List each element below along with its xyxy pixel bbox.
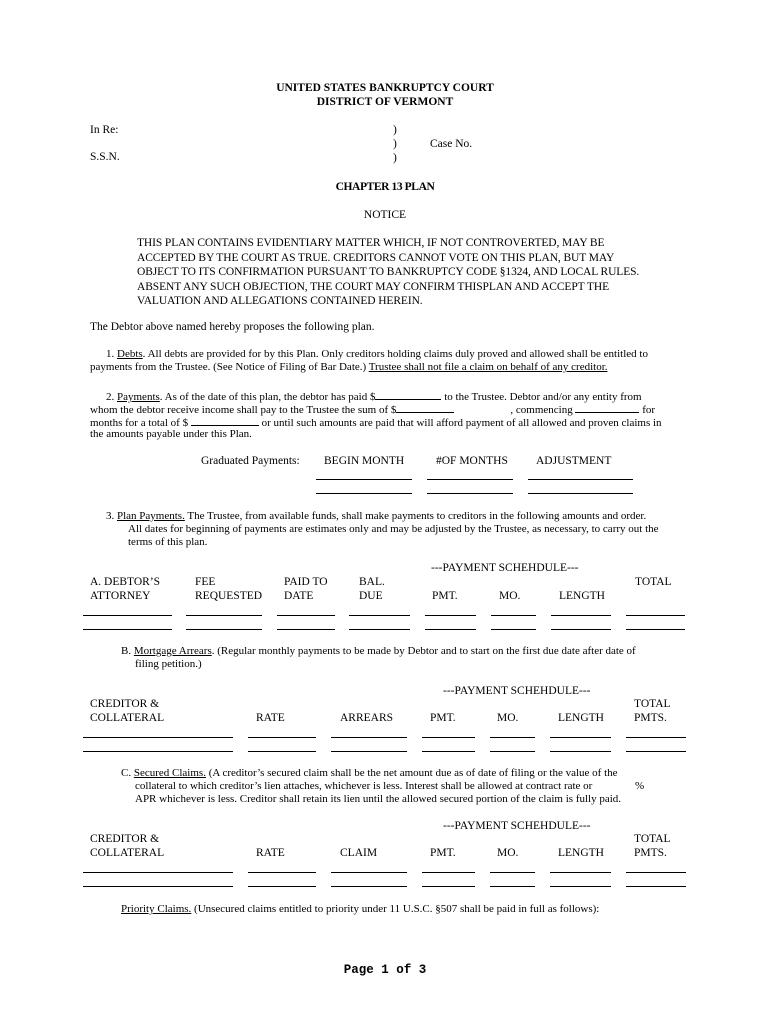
table-a-col-total: TOTAL	[635, 576, 672, 588]
table-c-col-length: LENGTH	[558, 847, 604, 859]
table-b-col-length: LENGTH	[558, 712, 604, 724]
table-c-total-header: TOTAL	[634, 833, 671, 845]
priority-claims-text: (Unsecured claims entitled to priority under 11 U.S.C. §507 shall be paid in full as follows):	[191, 903, 600, 915]
table-b-col-arrears: ARREARS	[340, 712, 394, 724]
table-b-blank[interactable]	[331, 737, 407, 738]
table-a-blank[interactable]	[186, 629, 262, 630]
table-c-blank[interactable]	[248, 886, 316, 887]
section-3-title: Plan Payments.	[117, 510, 185, 522]
table-a-col-length: LENGTH	[559, 590, 605, 602]
section-3-line-3: terms of this plan.	[128, 536, 208, 548]
section-2-l3a: months for a total of $	[90, 417, 189, 429]
section-1-no-claim-note: Trustee shall not file a claim on behalf of any creditor.	[368, 361, 608, 373]
table-c-col-collateral: COLLATERAL	[90, 847, 165, 859]
table-a-col-fee-2: REQUESTED	[195, 590, 263, 602]
table-b-col-pmt: PMT.	[430, 712, 456, 724]
table-b-total-header: TOTAL	[634, 698, 671, 710]
table-a-blank[interactable]	[425, 629, 476, 630]
table-a-col-mo: MO.	[499, 590, 521, 602]
total-amount-field[interactable]	[191, 414, 259, 426]
table-a-blank[interactable]	[277, 615, 335, 616]
plan-intro: The Debtor above named hereby proposes the following plan.	[90, 321, 375, 333]
table-a-schedule-header: ---PAYMENT SCHEHDULE---	[431, 562, 579, 574]
notice-line-4: ABSENT ANY SUCH OBJECTION, THE COURT MAY CONFIRM THISPLAN AND ACCEPT THE	[137, 280, 609, 293]
table-b-blank[interactable]	[422, 751, 475, 752]
table-c-schedule-header: ---PAYMENT SCHEHDULE---	[443, 820, 591, 832]
paid-to-date-field[interactable]	[375, 388, 441, 400]
monthly-sum-field[interactable]	[396, 401, 454, 413]
table-b-blank[interactable]	[550, 751, 611, 752]
table-a-col-bal-2: DUE	[359, 590, 383, 602]
section-3-line-1	[106, 509, 646, 523]
section-c-line-2: collateral to which creditor’s lien attaches, whichever is less. Interest shall be allowed at contract rate or	[135, 780, 593, 792]
table-c-blank[interactable]	[331, 872, 407, 873]
section-2-l1a: . As of the date of this plan, the debtor has paid $	[159, 391, 376, 403]
table-c-blank[interactable]	[83, 872, 233, 873]
graduated-begin-line-1[interactable]	[316, 479, 412, 480]
table-c-blank[interactable]	[550, 886, 611, 887]
notice-line-3: OBJECT TO ITS CONFIRMATION PURSUANT TO BANKRUPTCY CODE §1324, AND LOCAL RULES.	[137, 266, 640, 278]
caption-paren-2: )	[393, 138, 397, 150]
notice-line-1: THIS PLAN CONTAINS EVIDENTIARY MATTER WHICH, IF NOT CONTROVERTED, MAY BE	[137, 237, 605, 249]
table-a-col-bal-1: BAL.	[359, 576, 385, 588]
table-c-blank[interactable]	[490, 872, 535, 873]
section-3-number: 3.	[106, 510, 115, 522]
table-b-schedule-header: ---PAYMENT SCHEHDULE---	[443, 685, 591, 697]
table-a-blank[interactable]	[277, 629, 335, 630]
table-c-col-mo: MO.	[497, 847, 519, 859]
table-a-blank[interactable]	[551, 629, 611, 630]
adjustment-header: ADJUSTMENT	[536, 455, 612, 467]
graduated-begin-line-2[interactable]	[316, 493, 412, 494]
table-b-col-collateral: COLLATERAL	[90, 712, 165, 724]
priority-claims-line	[121, 902, 599, 916]
table-b-blank[interactable]	[248, 751, 316, 752]
table-a-blank[interactable]	[551, 615, 611, 616]
table-c-col-pmts: PMTS.	[634, 847, 667, 859]
table-a-col-attorney-1: A. DEBTOR’S	[90, 576, 161, 588]
table-b-blank[interactable]	[248, 737, 316, 738]
ssn-label: S.S.N.	[90, 151, 120, 163]
table-a-blank[interactable]	[83, 629, 172, 630]
table-b-blank[interactable]	[83, 737, 233, 738]
table-a-col-attorney-2: ATTORNEY	[90, 590, 151, 602]
page-number: Page 1 of 3	[343, 963, 427, 977]
table-c-blank[interactable]	[248, 872, 316, 873]
section-b-label: B.	[121, 645, 132, 657]
graduated-months-line-1[interactable]	[427, 479, 513, 480]
table-c-blank[interactable]	[550, 872, 611, 873]
section-2-l2c: for	[642, 404, 656, 416]
table-a-blank[interactable]	[83, 615, 172, 616]
table-c-creditor-header: CREDITOR &	[90, 833, 160, 845]
table-c-blank[interactable]	[626, 886, 686, 887]
table-b-col-mo: MO.	[497, 712, 519, 724]
section-2-line-4: the amounts payable under this Plan.	[90, 428, 252, 440]
section-2-l3b: or until such amounts are paid that will afford payment of all allowed and proven claims in	[261, 417, 662, 429]
notice-heading: NOTICE	[363, 209, 407, 221]
section-c-line-1	[121, 766, 618, 780]
table-a-col-paid-1: PAID TO	[284, 576, 328, 588]
section-b-title: Mortgage Arrears	[133, 645, 212, 657]
section-1-number: 1.	[106, 348, 115, 360]
table-a-blank[interactable]	[491, 615, 536, 616]
section-2-title: Payments	[117, 391, 160, 403]
section-c-label: C.	[121, 767, 132, 779]
case-no-label: Case No.	[430, 138, 473, 150]
notice-line-5: VALUATION AND ALLEGATIONS CONTAINED HEREIN.	[137, 295, 423, 307]
table-c-blank[interactable]	[626, 872, 686, 873]
court-name: UNITED STATES BANKRUPTCY COURT	[276, 82, 494, 94]
table-c-blank[interactable]	[422, 872, 475, 873]
notice-line-2: ACCEPTED BY THE COURT AS TRUE. CREDITORS CANNOT VOTE ON THIS PLAN, BUT MAY	[137, 251, 615, 264]
section-2-l1b: to the Trustee. Debtor and/or any entity from	[444, 391, 642, 403]
table-c-col-rate: RATE	[256, 847, 285, 859]
table-a-blank[interactable]	[425, 615, 476, 616]
table-c-col-pmt: PMT.	[430, 847, 456, 859]
table-c-blank[interactable]	[331, 886, 407, 887]
table-b-blank[interactable]	[83, 751, 233, 752]
priority-claims-title: Priority Claims.	[121, 903, 192, 915]
table-c-blank[interactable]	[422, 886, 475, 887]
graduated-months-line-2[interactable]	[427, 493, 513, 494]
table-a-blank[interactable]	[626, 629, 685, 630]
section-2-l2b: , commencing	[510, 404, 573, 416]
caption-paren-3: )	[393, 152, 397, 164]
section-c-l1: (A creditor’s secured claim shall be the net amount due as of date of filing or the value of the	[205, 767, 618, 779]
section-b-line-1	[121, 644, 636, 658]
district-name: DISTRICT OF VERMONT	[316, 96, 454, 108]
table-a-col-pmt: PMT.	[432, 590, 458, 602]
table-b-blank[interactable]	[490, 737, 535, 738]
table-b-blank[interactable]	[422, 737, 475, 738]
graduated-payments-label: Graduated Payments:	[201, 455, 300, 467]
section-1-text-a: . All debts are provided for by this Plan. Only creditors holding claims duly proved and allowed shall be entitled to	[142, 348, 648, 360]
in-re-label: In Re:	[90, 124, 119, 136]
table-b-blank[interactable]	[626, 751, 686, 752]
num-months-header: #OF MONTHS	[436, 455, 508, 467]
table-c-blank[interactable]	[83, 886, 233, 887]
section-2-l2a: whom the debtor receive income shall pay to the Trustee the sum of $	[90, 404, 397, 416]
table-b-blank[interactable]	[550, 737, 611, 738]
section-1-line-2	[90, 360, 608, 374]
section-1-title: Debts	[117, 348, 143, 360]
table-a-blank[interactable]	[349, 629, 410, 630]
table-a-blank[interactable]	[186, 615, 262, 616]
section-b-line-2: filing petition.)	[135, 658, 202, 670]
graduated-adjust-line-1[interactable]	[528, 479, 633, 480]
section-3-l1: The Trustee, from available funds, shall make payments to creditors in the following amounts and order.	[184, 510, 647, 522]
table-a-col-paid-2: DATE	[284, 590, 314, 602]
table-b-blank[interactable]	[331, 751, 407, 752]
table-a-blank[interactable]	[491, 629, 536, 630]
caption-paren-1: )	[393, 124, 397, 136]
begin-month-header: BEGIN MONTH	[324, 455, 405, 467]
table-b-blank[interactable]	[626, 737, 686, 738]
table-a-col-fee-1: FEE	[195, 576, 216, 588]
table-c-col-claim: CLAIM	[340, 847, 378, 859]
table-b-blank[interactable]	[490, 751, 535, 752]
table-a-blank[interactable]	[626, 615, 685, 616]
table-b-col-rate: RATE	[256, 712, 285, 724]
table-c-blank[interactable]	[490, 886, 535, 887]
section-1-text-b: payments from the Trustee. (See Notice of Filing of Bar Date.)	[90, 361, 369, 373]
plan-title: CHAPTER 13 PLAN	[335, 181, 435, 193]
section-2-number: 2.	[106, 391, 115, 403]
section-c-percent: %	[635, 780, 645, 792]
section-c-line-3: APR whichever is less. Creditor shall retain its lien until the allowed secured portion of the claim is fully paid.	[135, 793, 622, 805]
graduated-adjust-line-2[interactable]	[528, 493, 633, 494]
section-b-l1: . (Regular monthly payments to be made by Debtor and to start on the first due date after date of	[211, 645, 636, 657]
table-b-col-pmts: PMTS.	[634, 712, 667, 724]
section-c-title: Secured Claims.	[133, 767, 206, 779]
table-a-blank[interactable]	[349, 615, 410, 616]
section-1-line-1	[106, 347, 648, 361]
table-b-creditor-header: CREDITOR &	[90, 698, 160, 710]
commencing-date-field[interactable]	[575, 401, 639, 413]
section-3-line-2: All dates for beginning of payments are estimates only and may be adjusted by the Trustee, as necessary, to carry out the	[128, 523, 659, 535]
